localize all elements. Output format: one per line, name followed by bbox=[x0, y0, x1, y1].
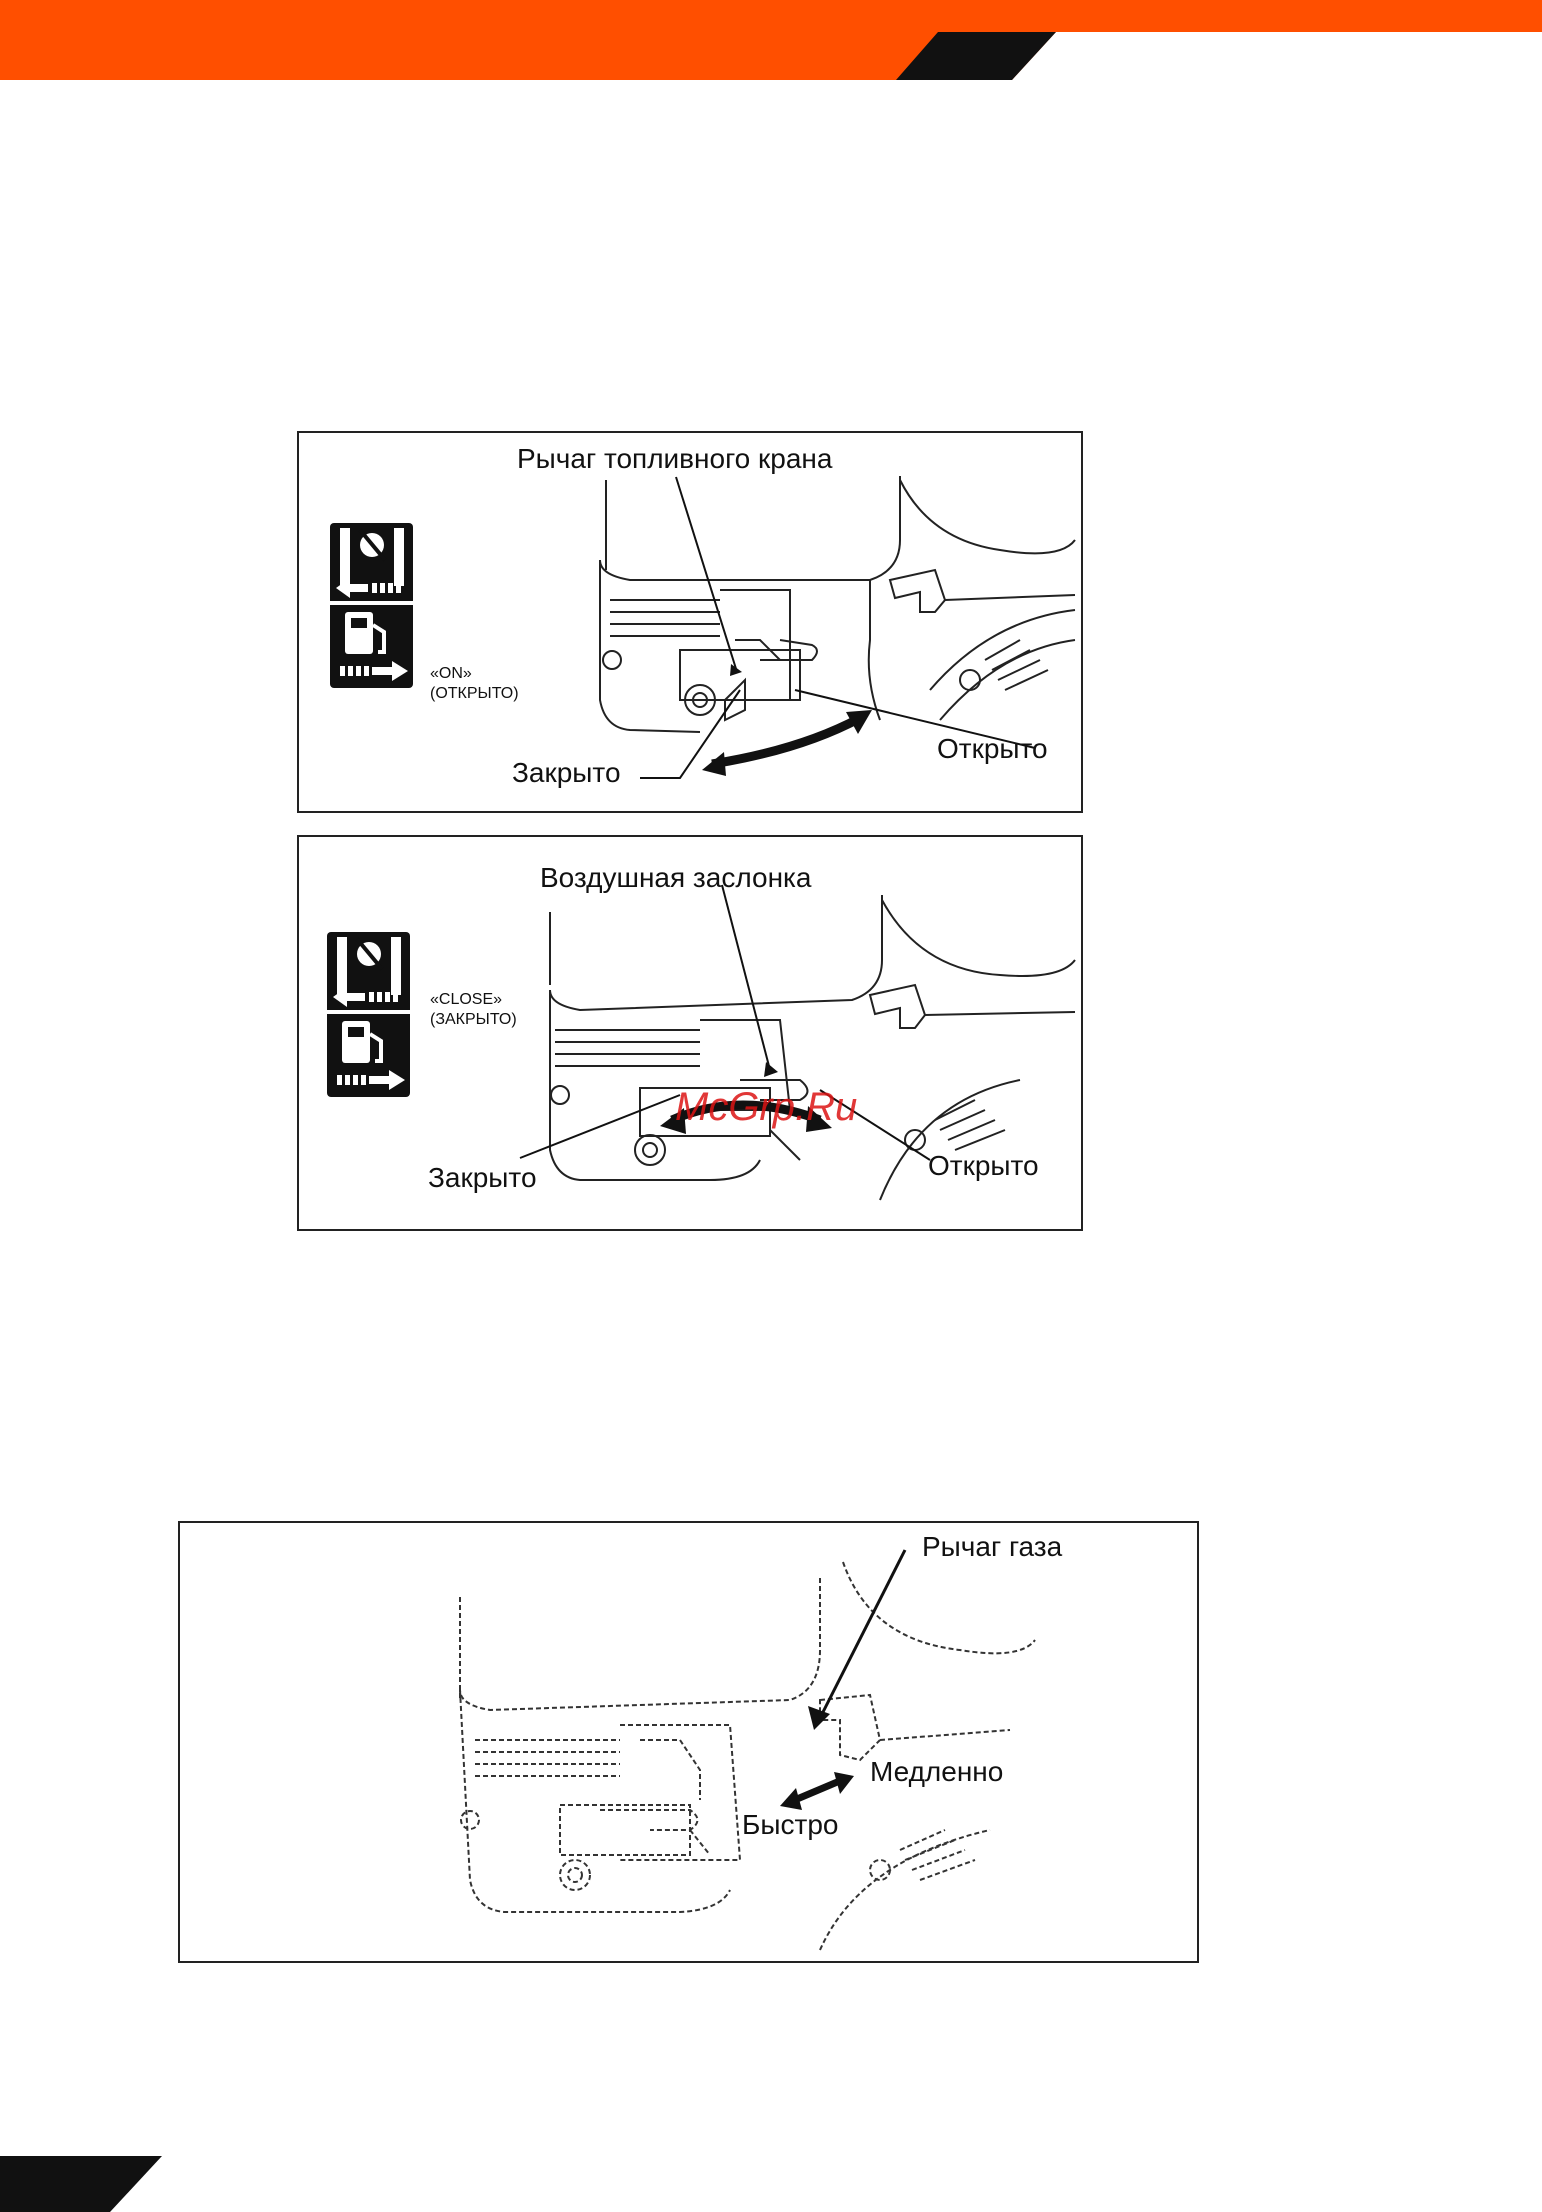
watermark: McGrp.Ru bbox=[675, 1085, 858, 1129]
fuel-lever-label: Рычаг топливного крана bbox=[517, 443, 833, 474]
fuel-open-label: Открыто bbox=[937, 733, 1048, 764]
choke-closed-label: Закрыто bbox=[428, 1162, 537, 1193]
throttle-double-arrow bbox=[780, 1772, 854, 1810]
throttle-slow-label: Медленно bbox=[870, 1756, 1004, 1787]
indicator-on-ru-text: (ОТКРЫТО) bbox=[430, 685, 519, 702]
fuel-closed-label: Закрыто bbox=[512, 757, 621, 788]
leader-lines-3 bbox=[820, 1550, 905, 1718]
choke-open-label: Открыто bbox=[928, 1150, 1039, 1181]
indicator-close-ru-text: (ЗАКРЫТО) bbox=[430, 1011, 517, 1028]
throttle-lever-label: Рычаг газа bbox=[922, 1531, 1063, 1562]
indicator-close-text: «CLOSE» bbox=[430, 991, 503, 1008]
throttle-fast-label: Быстро bbox=[742, 1809, 839, 1840]
indicator-on-text: «ON» bbox=[430, 665, 472, 682]
choke-lever-label: Воздушная заслонка bbox=[540, 862, 812, 893]
